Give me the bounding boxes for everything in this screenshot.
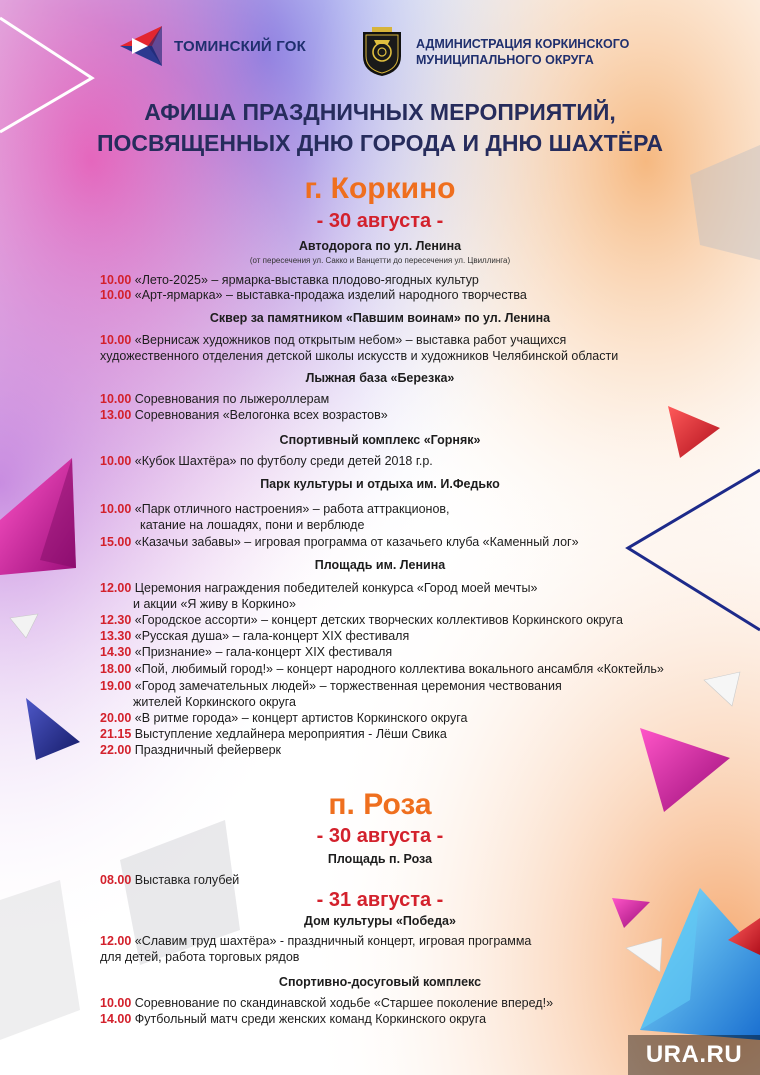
event-item (100, 580, 537, 596)
event-item (100, 501, 450, 517)
venue-name: Площадь п. Роза (327, 852, 433, 866)
event-item (100, 612, 623, 628)
event-time: 13.30 (100, 629, 132, 643)
event-item (100, 534, 579, 550)
admin-name-line2: МУНИЦИПАЛЬНОГО ОКРУГА (416, 53, 594, 67)
admin-name-line1: АДМИНИСТРАЦИЯ КОРКИНСКОГО (416, 37, 630, 51)
venue-name: Спортивный комплекс «Горняк» (279, 433, 481, 447)
event-time: 12.00 (100, 581, 132, 595)
venue-name: Площадь им. Ленина (314, 558, 446, 572)
event-time: 22.00 (100, 743, 132, 757)
venue-name: Лыжная база «Березка» (305, 371, 455, 385)
event-time: 12.30 (100, 613, 132, 627)
event-item (100, 453, 433, 469)
sponsor-logo (118, 24, 306, 68)
event-time: 14.00 (100, 1012, 132, 1026)
event-time: 12.00 (100, 934, 132, 948)
event-time: 18.00 (100, 662, 132, 676)
event-text: «Казачьи забавы» – игровая программа от казачьего клуба «Каменный лог» (131, 535, 579, 549)
event-time: 10.00 (100, 288, 132, 302)
event-continuation: для детей, работа торговых рядов (100, 950, 300, 964)
event-text: «Пой, любимый город!» – концерт народного коллектива вокального ансамбля «Коктейль» (131, 662, 664, 676)
event-time: 08.00 (100, 873, 132, 887)
venue-note: (от пересечения ул. Сакко и Ванцетти до пересечения ул. Цвиллинга) (249, 256, 511, 265)
event-item (100, 1011, 486, 1027)
event-time: 14.30 (100, 645, 132, 659)
date-heading: - 30 августа - (316, 210, 444, 232)
event-item (100, 644, 392, 660)
event-time: 13.00 (100, 408, 132, 422)
event-time: 10.00 (100, 454, 132, 468)
event-continuation: жителей Коркинского округа (133, 695, 296, 709)
event-item (100, 391, 329, 407)
event-item (100, 661, 664, 677)
poster-title (0, 97, 760, 159)
event-text: «Славим труд шахтёра» - праздничный концерт, игровая программа (131, 934, 532, 948)
event-text: Футбольный матч среди женских команд Коркинского округа (131, 1012, 487, 1026)
event-text: «Признание» – гала-концерт XIX фестиваля (131, 645, 393, 659)
event-time: 20.00 (100, 711, 132, 725)
event-continuation: и акции «Я живу в Коркино» (133, 597, 296, 611)
poster-title-line2: ПОСВЯЩЕННЫХ ДНЮ ГОРОДА И ДНЮ ШАХТЁРА (96, 130, 664, 156)
venue-name: Спортивно-досуговый комплекс (278, 975, 482, 989)
event-time: 21.15 (100, 727, 132, 741)
event-item (100, 628, 409, 644)
venue-name: Парк культуры и отдыха им. И.Федько (260, 477, 500, 491)
event-text: «Арт-ярмарка» – выставка-продажа изделий народного творчества (131, 288, 527, 302)
city-heading-korkino: г. Коркино (304, 172, 456, 205)
event-time: 10.00 (100, 502, 132, 516)
tomin-logo-icon (118, 24, 168, 68)
event-text: Выступление хедлайнера мероприятия - Лёши Свика (131, 727, 447, 741)
event-text: «Город замечательных людей» – торжественная церемония чествования (131, 679, 562, 693)
event-continuation: художественного отделения детской школы искусств и художников Челябинской области (100, 349, 619, 363)
event-text: Церемония награждения победителей конкурса «Город моей мечты» (131, 581, 538, 595)
event-item (100, 678, 562, 694)
event-item (100, 872, 239, 888)
date-heading: - 31 августа - (316, 889, 444, 911)
event-time: 10.00 (100, 333, 132, 347)
event-item (100, 995, 553, 1011)
event-item (100, 332, 566, 348)
venue-name: Сквер за памятником «Павшим воинам» по ул. Ленина (209, 311, 551, 325)
event-text: «Русская душа» – гала-концерт XIX фестиваля (131, 629, 410, 643)
event-item (100, 726, 447, 742)
event-text: «Парк отличного настроения» – работа аттракционов, (131, 502, 450, 516)
event-continuation: катание на лошадях, пони и верблюде (140, 518, 365, 532)
admin-name (416, 36, 629, 68)
event-item (100, 287, 527, 303)
event-time: 10.00 (100, 273, 132, 287)
event-text: Праздничный фейерверк (131, 743, 281, 757)
venue-name: Дом культуры «Победа» (304, 914, 456, 928)
event-text: Выставка голубей (131, 873, 240, 887)
event-time: 10.00 (100, 392, 132, 406)
date-heading: - 30 августа - (316, 825, 444, 847)
event-text: «Городское ассорти» – концерт детских творческих коллективов Коркинского округа (131, 613, 623, 627)
event-item (100, 710, 467, 726)
watermark: URA.RU (628, 1035, 760, 1075)
event-item (100, 933, 531, 949)
event-item (100, 742, 281, 758)
event-text: «Кубок Шахтёра» по футболу среди детей 2018 г.р. (131, 454, 433, 468)
sponsor-name: ТОМИНСКИЙ ГОК (174, 37, 307, 55)
event-time: 15.00 (100, 535, 132, 549)
admin-logo (360, 26, 629, 78)
event-time: 10.00 (100, 996, 132, 1010)
event-item (100, 407, 388, 423)
event-item (100, 272, 479, 288)
coat-of-arms-icon (360, 26, 404, 78)
event-text: Соревнование по скандинавской ходьбе «Старшее поколение вперед!» (131, 996, 554, 1010)
city-heading-roza: п. Роза (328, 788, 432, 821)
poster-title-line1: АФИША ПРАЗДНИЧНЫХ МЕРОПРИЯТИЙ, (144, 99, 616, 125)
event-time: 19.00 (100, 679, 132, 693)
event-text: Соревнования «Велогонка всех возрастов» (131, 408, 388, 422)
event-text: «В ритме города» – концерт артистов Коркинского округа (131, 711, 468, 725)
venue-name: Автодорога по ул. Ленина (298, 239, 462, 253)
event-text: «Вернисаж художников под открытым небом» – выставка работ учащихся (131, 333, 567, 347)
event-text: Соревнования по лыжероллерам (131, 392, 330, 406)
event-text: «Лето-2025» – ярмарка-выставка плодово-ягодных культур (131, 273, 479, 287)
